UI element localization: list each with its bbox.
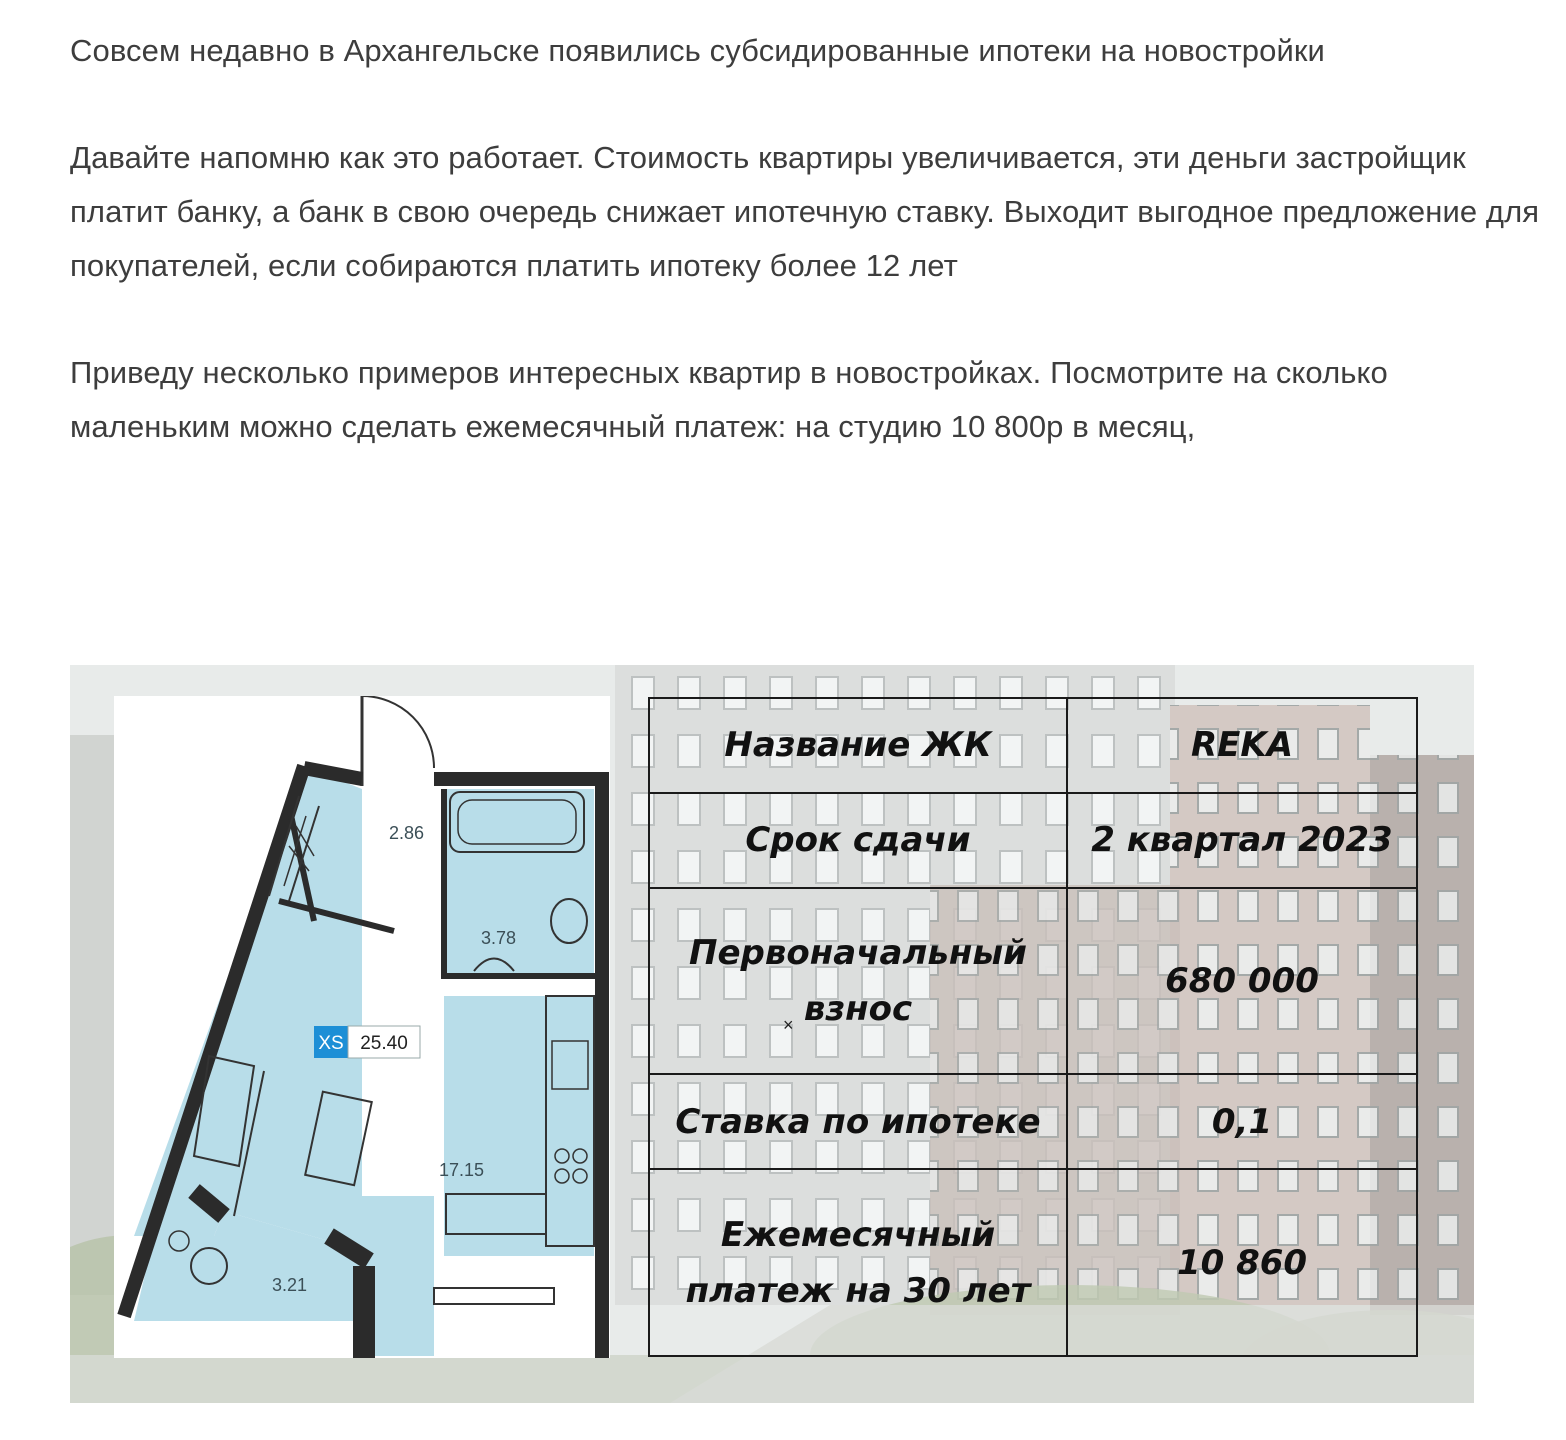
paragraph-intro: Совсем недавно в Архангельске появились субсидированные ипотеки на новостройки	[70, 33, 1325, 68]
paragraph-examples: Приведу несколько примеров интересных квартир в новостройках. Посмотрите на сколько маленьким можно сделать ежемесячный платеж: на студию 10 800р в месяц,	[70, 355, 1388, 444]
row-value-complex: REKA	[1067, 698, 1417, 793]
apartment-card-image	[70, 665, 1474, 1403]
bathroom-area	[444, 789, 594, 974]
total-area-label: 25.40	[360, 1033, 408, 1054]
row-label-monthly-payment: Ежемесячный платеж на 30 лет	[649, 1169, 1067, 1356]
row-label-complex: Название ЖК	[649, 698, 1067, 793]
table-row	[649, 698, 1417, 793]
floor-plan-drawing	[114, 696, 610, 1358]
row-value-down-payment: 680 000	[1067, 888, 1417, 1075]
row-label-rate: Ставка по ипотеке	[649, 1074, 1067, 1169]
table-row	[649, 888, 1417, 1075]
room-area-hall: 2.86	[389, 823, 425, 843]
table-row	[649, 793, 1417, 888]
kitchen-area	[444, 996, 594, 1256]
xs-badge-label: XS	[318, 1033, 344, 1054]
row-label-deadline: Срок сдачи	[649, 793, 1067, 888]
row-label-down-payment: Первоначальный взнос	[649, 888, 1067, 1075]
table-row	[649, 1074, 1417, 1169]
room-area-balcony: 3.21	[272, 1275, 308, 1295]
row-value-monthly-payment: 10 860	[1067, 1169, 1417, 1356]
floor-plan	[114, 696, 610, 1358]
close-mark-icon: ×	[783, 1015, 794, 1035]
row-value-deadline: 2 квартал 2023	[1067, 793, 1417, 888]
room-area-living: 17.15	[439, 1160, 485, 1180]
row-value-rate: 0,1	[1067, 1074, 1417, 1169]
apartment-info-table	[648, 697, 1418, 1357]
table-row	[649, 1169, 1417, 1356]
room-area-bathroom: 3.78	[481, 928, 517, 948]
paragraph-explanation: Давайте напомню как это работает. Стоимость квартиры увеличивается, эти деньги застройщик платит банку, а банк в свою очередь снижает ипотечную ставку. Выходит выгодное предложение для покупателей, если собираются платить ипотеку более 12 лет	[70, 140, 1540, 283]
article-body	[70, 24, 1540, 507]
